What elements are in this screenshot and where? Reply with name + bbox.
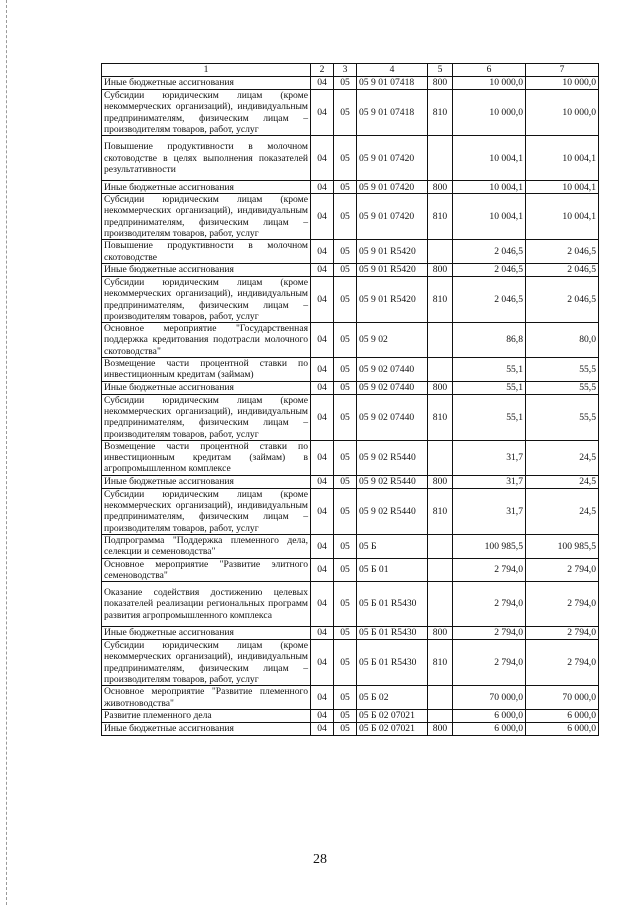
row-vr-cell xyxy=(428,709,453,722)
row-sum1-cell: 10 004,1 xyxy=(453,136,526,181)
row-sum1-cell: 2 794,0 xyxy=(453,627,526,640)
table-row xyxy=(102,240,599,264)
row-name-cell: Иные бюджетные ассигнования xyxy=(102,77,311,90)
row-vr-cell xyxy=(428,136,453,181)
row-ved-cell: 04 xyxy=(311,582,334,627)
row-sum2-cell: 6 000,0 xyxy=(526,709,599,722)
row-ved-cell: 04 xyxy=(311,323,334,358)
header-col-vr: 5 xyxy=(428,64,453,77)
row-csr-cell: 05 Б 01 R5430 xyxy=(357,582,428,627)
row-ved-cell: 04 xyxy=(311,381,334,394)
row-sum2-cell: 2 794,0 xyxy=(526,627,599,640)
row-sum1-cell: 2 794,0 xyxy=(453,582,526,627)
table-row xyxy=(102,582,599,627)
row-name-cell: Иные бюджетные ассигнования xyxy=(102,263,311,276)
row-sum1-cell: 100 985,5 xyxy=(453,534,526,558)
row-vr-cell xyxy=(428,440,453,475)
row-sum2-cell: 2 794,0 xyxy=(526,640,599,686)
row-sum2-cell: 70 000,0 xyxy=(526,686,599,710)
row-sum2-cell: 100 985,5 xyxy=(526,534,599,558)
row-ved-cell: 04 xyxy=(311,686,334,710)
row-csr-cell: 05 9 02 07440 xyxy=(357,394,428,440)
table-row xyxy=(102,276,599,322)
header-col-ved: 2 xyxy=(311,64,334,77)
row-sum1-cell: 10 000,0 xyxy=(453,90,526,136)
row-ved-cell: 04 xyxy=(311,263,334,276)
row-sum2-cell: 2 794,0 xyxy=(526,558,599,582)
row-rz-cell: 05 xyxy=(334,358,357,382)
row-rz-cell: 05 xyxy=(334,181,357,194)
row-csr-cell: 05 Б 02 07021 xyxy=(357,709,428,722)
row-sum1-cell: 2 046,5 xyxy=(453,276,526,322)
row-csr-cell: 05 Б 01 xyxy=(357,558,428,582)
row-ved-cell: 04 xyxy=(311,534,334,558)
row-rz-cell: 05 xyxy=(334,627,357,640)
table-row xyxy=(102,709,599,722)
row-csr-cell: 05 9 02 R5440 xyxy=(357,475,428,488)
row-name-cell: Иные бюджетные ассигнования xyxy=(102,627,311,640)
row-vr-cell xyxy=(428,358,453,382)
row-sum1-cell: 31,7 xyxy=(453,440,526,475)
table-row xyxy=(102,90,599,136)
row-sum1-cell: 86,8 xyxy=(453,323,526,358)
row-csr-cell: 05 Б 01 R5430 xyxy=(357,640,428,686)
row-rz-cell: 05 xyxy=(334,263,357,276)
row-sum1-cell: 31,7 xyxy=(453,475,526,488)
row-ved-cell: 04 xyxy=(311,722,334,735)
row-sum1-cell: 10 004,1 xyxy=(453,181,526,194)
table-row xyxy=(102,381,599,394)
row-sum1-cell: 70 000,0 xyxy=(453,686,526,710)
row-vr-cell: 800 xyxy=(428,263,453,276)
row-csr-cell: 05 9 01 R5420 xyxy=(357,240,428,264)
row-sum2-cell: 2 046,5 xyxy=(526,263,599,276)
row-rz-cell: 05 xyxy=(334,240,357,264)
row-ved-cell: 04 xyxy=(311,276,334,322)
row-name-cell: Оказание содействия достижению целевых показателей реализации региональных программ развития агропромышленного комплекса xyxy=(102,582,311,627)
row-sum2-cell: 55,5 xyxy=(526,394,599,440)
row-vr-cell: 810 xyxy=(428,488,453,534)
row-rz-cell: 05 xyxy=(334,90,357,136)
row-rz-cell: 05 xyxy=(334,582,357,627)
row-name-cell: Основное мероприятие "Развитие элитного семеноводства" xyxy=(102,558,311,582)
row-ved-cell: 04 xyxy=(311,77,334,90)
row-name-cell: Возмещение части процентной ставки по инвестиционным кредитам (займам) в агропромышленном комплексе xyxy=(102,440,311,475)
row-vr-cell: 810 xyxy=(428,394,453,440)
row-rz-cell: 05 xyxy=(334,558,357,582)
row-sum1-cell: 2 046,5 xyxy=(453,263,526,276)
row-sum2-cell: 80,0 xyxy=(526,323,599,358)
row-vr-cell: 800 xyxy=(428,627,453,640)
row-sum2-cell: 10 004,1 xyxy=(526,194,599,240)
row-vr-cell: 800 xyxy=(428,381,453,394)
row-csr-cell: 05 9 01 07418 xyxy=(357,77,428,90)
row-csr-cell: 05 Б 01 R5430 xyxy=(357,627,428,640)
row-sum1-cell: 31,7 xyxy=(453,488,526,534)
row-ved-cell: 04 xyxy=(311,136,334,181)
row-name-cell: Повышение продуктивности в молочном скотоводстве xyxy=(102,240,311,264)
row-ved-cell: 04 xyxy=(311,394,334,440)
row-rz-cell: 05 xyxy=(334,709,357,722)
row-sum1-cell: 10 004,1 xyxy=(453,194,526,240)
table-row xyxy=(102,394,599,440)
row-ved-cell: 04 xyxy=(311,627,334,640)
row-sum2-cell: 24,5 xyxy=(526,488,599,534)
table-row xyxy=(102,440,599,475)
table-row xyxy=(102,136,599,181)
row-vr-cell xyxy=(428,582,453,627)
row-vr-cell: 810 xyxy=(428,276,453,322)
row-ved-cell: 04 xyxy=(311,640,334,686)
table-row xyxy=(102,640,599,686)
row-rz-cell: 05 xyxy=(334,394,357,440)
row-rz-cell: 05 xyxy=(334,475,357,488)
row-vr-cell xyxy=(428,240,453,264)
row-vr-cell xyxy=(428,686,453,710)
row-csr-cell: 05 9 02 R5440 xyxy=(357,488,428,534)
row-ved-cell: 04 xyxy=(311,194,334,240)
row-name-cell: Иные бюджетные ассигнования xyxy=(102,181,311,194)
row-vr-cell: 800 xyxy=(428,722,453,735)
row-csr-cell: 05 9 01 R5420 xyxy=(357,263,428,276)
row-sum2-cell: 2 794,0 xyxy=(526,582,599,627)
row-csr-cell: 05 9 02 07440 xyxy=(357,381,428,394)
table-row xyxy=(102,77,599,90)
row-sum1-cell: 6 000,0 xyxy=(453,722,526,735)
row-name-cell: Субсидии юридическим лицам (кроме некоммерческих организаций), индивидуальным предпринимателям, физическим лицам – производителям товаров, работ, услуг xyxy=(102,488,311,534)
row-rz-cell: 05 xyxy=(334,686,357,710)
row-name-cell: Субсидии юридическим лицам (кроме некоммерческих организаций), индивидуальным предпринимателям, физическим лицам – производителям товаров, работ, услуг xyxy=(102,394,311,440)
table-row xyxy=(102,358,599,382)
header-col-sum1: 6 xyxy=(453,64,526,77)
row-name-cell: Субсидии юридическим лицам (кроме некоммерческих организаций), индивидуальным предпринимателям, физическим лицам – производителям товаров, работ, услуг xyxy=(102,276,311,322)
row-rz-cell: 05 xyxy=(334,136,357,181)
page-edge xyxy=(6,0,7,905)
row-ved-cell: 04 xyxy=(311,90,334,136)
row-vr-cell xyxy=(428,558,453,582)
row-sum2-cell: 24,5 xyxy=(526,440,599,475)
row-vr-cell: 800 xyxy=(428,77,453,90)
row-csr-cell: 05 Б xyxy=(357,534,428,558)
row-ved-cell: 04 xyxy=(311,240,334,264)
budget-table xyxy=(101,63,599,736)
row-sum1-cell: 55,1 xyxy=(453,394,526,440)
row-sum1-cell: 2 046,5 xyxy=(453,240,526,264)
row-vr-cell: 800 xyxy=(428,475,453,488)
row-csr-cell: 05 9 02 07440 xyxy=(357,358,428,382)
row-sum1-cell: 55,1 xyxy=(453,358,526,382)
header-col-name: 1 xyxy=(102,64,311,77)
row-rz-cell: 05 xyxy=(334,381,357,394)
row-vr-cell xyxy=(428,323,453,358)
row-csr-cell: 05 9 01 07418 xyxy=(357,90,428,136)
row-sum1-cell: 55,1 xyxy=(453,381,526,394)
row-sum2-cell: 2 046,5 xyxy=(526,276,599,322)
row-rz-cell: 05 xyxy=(334,722,357,735)
table-row xyxy=(102,488,599,534)
row-ved-cell: 04 xyxy=(311,358,334,382)
row-rz-cell: 05 xyxy=(334,323,357,358)
row-name-cell: Субсидии юридическим лицам (кроме некоммерческих организаций), индивидуальным предпринимателям, физическим лицам – производителям товаров, работ, услуг xyxy=(102,640,311,686)
table-row xyxy=(102,181,599,194)
row-rz-cell: 05 xyxy=(334,77,357,90)
row-rz-cell: 05 xyxy=(334,640,357,686)
row-name-cell: Субсидии юридическим лицам (кроме некоммерческих организаций), индивидуальным предпринимателям, физическим лицам – производителям товаров, работ, услуг xyxy=(102,194,311,240)
row-csr-cell: 05 9 01 R5420 xyxy=(357,276,428,322)
row-sum2-cell: 10 004,1 xyxy=(526,136,599,181)
row-csr-cell: 05 9 01 07420 xyxy=(357,194,428,240)
row-ved-cell: 04 xyxy=(311,440,334,475)
row-rz-cell: 05 xyxy=(334,534,357,558)
row-name-cell: Основное мероприятие "Государственная поддержка кредитования подотрасли молочного скотоводства" xyxy=(102,323,311,358)
table-row xyxy=(102,558,599,582)
row-name-cell: Подпрограмма "Поддержка племенного дела, селекции и семеноводства" xyxy=(102,534,311,558)
row-name-cell: Развитие племенного дела xyxy=(102,709,311,722)
row-sum1-cell: 10 000,0 xyxy=(453,77,526,90)
row-vr-cell xyxy=(428,534,453,558)
row-vr-cell: 800 xyxy=(428,181,453,194)
row-ved-cell: 04 xyxy=(311,709,334,722)
row-vr-cell: 810 xyxy=(428,194,453,240)
header-col-csr: 4 xyxy=(357,64,428,77)
table-row xyxy=(102,194,599,240)
row-csr-cell: 05 Б 02 07021 xyxy=(357,722,428,735)
row-rz-cell: 05 xyxy=(334,440,357,475)
row-rz-cell: 05 xyxy=(334,194,357,240)
row-sum2-cell: 10 004,1 xyxy=(526,181,599,194)
row-sum2-cell: 10 000,0 xyxy=(526,77,599,90)
header-col-sum2: 7 xyxy=(526,64,599,77)
row-ved-cell: 04 xyxy=(311,181,334,194)
table-row xyxy=(102,627,599,640)
row-sum1-cell: 2 794,0 xyxy=(453,640,526,686)
page-number: 28 xyxy=(313,852,327,867)
row-name-cell: Повышение продуктивности в молочном скотоводстве в целях выполнения показателей результативности xyxy=(102,136,311,181)
table-row xyxy=(102,475,599,488)
row-name-cell: Субсидии юридическим лицам (кроме некоммерческих организаций), индивидуальным предпринимателям, физическим лицам – производителям товаров, работ, услуг xyxy=(102,90,311,136)
row-csr-cell: 05 Б 02 xyxy=(357,686,428,710)
row-name-cell: Возмещение части процентной ставки по инвестиционным кредитам (займам) xyxy=(102,358,311,382)
row-sum2-cell: 24,5 xyxy=(526,475,599,488)
row-sum2-cell: 55,5 xyxy=(526,381,599,394)
table-row xyxy=(102,323,599,358)
table-row xyxy=(102,263,599,276)
row-ved-cell: 04 xyxy=(311,475,334,488)
row-vr-cell: 810 xyxy=(428,90,453,136)
row-sum2-cell: 55,5 xyxy=(526,358,599,382)
row-csr-cell: 05 9 01 07420 xyxy=(357,136,428,181)
header-row xyxy=(102,64,599,77)
table-row xyxy=(102,722,599,735)
row-sum2-cell: 10 000,0 xyxy=(526,90,599,136)
row-rz-cell: 05 xyxy=(334,488,357,534)
row-csr-cell: 05 9 02 xyxy=(357,323,428,358)
row-sum1-cell: 6 000,0 xyxy=(453,709,526,722)
row-sum2-cell: 2 046,5 xyxy=(526,240,599,264)
row-name-cell: Иные бюджетные ассигнования xyxy=(102,475,311,488)
row-csr-cell: 05 9 02 R5440 xyxy=(357,440,428,475)
row-name-cell: Иные бюджетные ассигнования xyxy=(102,381,311,394)
row-name-cell: Иные бюджетные ассигнования xyxy=(102,722,311,735)
row-ved-cell: 04 xyxy=(311,558,334,582)
row-name-cell: Основное мероприятие "Развитие племенного животноводства" xyxy=(102,686,311,710)
row-rz-cell: 05 xyxy=(334,276,357,322)
row-ved-cell: 04 xyxy=(311,488,334,534)
table-row xyxy=(102,686,599,710)
row-sum2-cell: 6 000,0 xyxy=(526,722,599,735)
header-col-rz: 3 xyxy=(334,64,357,77)
table-row xyxy=(102,534,599,558)
row-sum1-cell: 2 794,0 xyxy=(453,558,526,582)
row-csr-cell: 05 9 01 07420 xyxy=(357,181,428,194)
row-vr-cell: 810 xyxy=(428,640,453,686)
